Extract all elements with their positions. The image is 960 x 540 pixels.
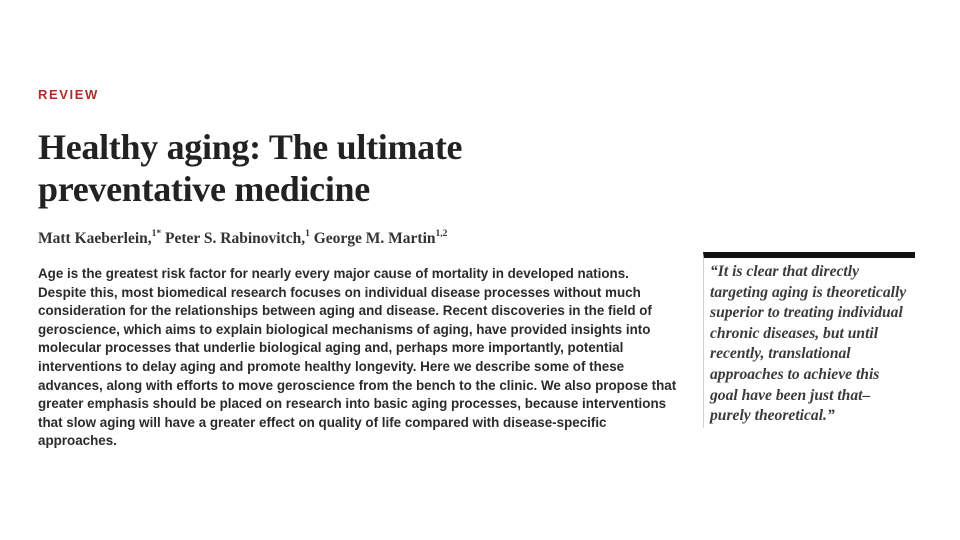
pull-quote: [703, 252, 915, 428]
author-affiliation: 1*: [151, 229, 162, 239]
author-name: George M. Martin: [313, 230, 436, 247]
pull-quote-text: “It is clear that directly targeting aging is theoretically superior to treating individual chronic diseases, but until recently, translational approaches to achieve this goal have been just that–purely theoretical.”: [710, 263, 907, 425]
section-label: REVIEW: [38, 87, 99, 102]
abstract: Age is the greatest risk factor for nearly every major cause of mortality in developed nations. Despite this, most biomedical research focuses on individual disease processes without much consideration for the relationships between aging and disease. Recent discoveries in the field of geroscience, which aims to explain biological mechanisms of aging, have provided insights into molecular processes that underlie biological aging and, perhaps more importantly, potential interventions to delay aging and promote healthy longevity. Here we describe some of these advances, along with efforts to move geroscience from the bench to the clinic. We also propose that greater emphasis should be placed on research into basic aging processes, because interventions that slow aging will have a greater effect on quality of life compared with disease-specific approaches.: [38, 266, 677, 449]
author-affiliation: 1,2: [435, 229, 448, 239]
author-list: [38, 230, 447, 248]
author-name: Peter S. Rabinovitch,: [165, 230, 306, 247]
author-affiliation: 1: [305, 229, 310, 239]
author-name: Matt Kaeberlein,: [38, 230, 152, 247]
article-title: Healthy aging: The ultimate preventative medicine: [38, 127, 463, 209]
